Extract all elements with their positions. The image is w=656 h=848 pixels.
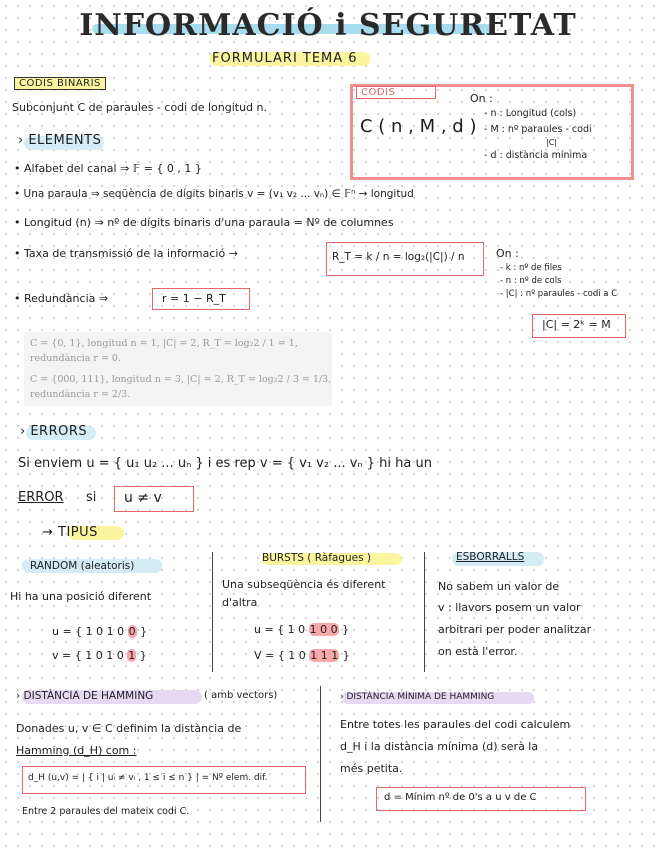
bursts-v-word	[254, 649, 350, 662]
bursts-u-word	[254, 623, 349, 636]
example-1-line1: C = {0, 1}, longitud n = 1, |C| = 2, R_T = log₂2 / 1 = 1,	[30, 338, 298, 349]
codis-box-label: CODIS	[356, 86, 436, 99]
bursts-text2: d'altra	[222, 596, 258, 609]
error-condition: u ≠ v	[124, 490, 162, 506]
on-notes-label: On :	[496, 247, 519, 260]
random-u-diff: 0	[128, 625, 136, 638]
random-v-prefix: v = { 1 0 1 0	[52, 649, 128, 662]
min-hamming-line3: més petita.	[340, 762, 403, 775]
min-hamming-line2: d_H i la distància mínima (d) serà la	[340, 740, 539, 753]
divider-bursts-esborralls	[424, 552, 425, 672]
esborralls-line2: v : llavors posem un valor	[438, 601, 581, 614]
page-subtitle: FORMULARI TEMA 6	[212, 51, 358, 66]
tipus-heading: → TIPUS	[42, 525, 98, 540]
codis-binaris-definition: Subconjunt C de paraules - codi de longitud n.	[12, 101, 267, 114]
divider-hamming	[320, 686, 321, 822]
example-2-line2: redundància r = 2/3.	[30, 389, 131, 400]
min-hamming-line1: Entre totes les paraules del codi calculem	[340, 718, 571, 731]
min-hamming-heading: › DISTÀNCIA MÍNIMA DE HAMMING	[340, 692, 495, 702]
bursts-text1: Una subseqüència és diferent	[222, 578, 386, 591]
on-note-n: - n : nº de cols	[500, 276, 562, 286]
bursts-v-suffix: }	[339, 649, 350, 662]
example-2-line1: C = {000, 111}, longitud n = 3, |C| = 2, R_T = log₂2 / 3 = 1/3,	[30, 374, 332, 385]
random-v-diff: 1	[128, 649, 136, 662]
codis-binaris-label: CODIS BINARIS	[14, 77, 106, 90]
random-u-word	[52, 625, 147, 638]
hamming-heading: › DISTÀNCIA DE HAMMING	[16, 690, 154, 702]
random-v-word	[52, 649, 147, 662]
element-taxa: • Taxa de transmissió de la informació →	[14, 247, 238, 260]
divider-random-bursts	[212, 552, 213, 672]
esborralls-line4: on està l'error.	[438, 645, 518, 658]
codis-item-c-card: |C|	[546, 138, 557, 147]
min-hamming-formula: d = Mínim nº de 0's a u v de C	[384, 792, 537, 803]
random-text: Hi ha una posició diferent	[10, 590, 152, 603]
codis-item-d: - d : distància mínima	[484, 150, 588, 161]
random-u-prefix: u = { 1 0 1 0	[52, 625, 128, 638]
card-formula: |C| = 2ᵏ = M	[542, 318, 611, 331]
esborralls-title: ESBORRALLS	[456, 551, 525, 563]
bursts-v-prefix: V = { 1 0	[254, 649, 310, 662]
codis-item-n: - n : Longitud (cols)	[484, 108, 577, 119]
elements-heading: › ELEMENTS	[18, 133, 102, 148]
errors-si: si	[86, 490, 97, 505]
bursts-v-diff: 1 1 1	[310, 649, 339, 662]
hamming-line1: Donades u, v ∈ C definim la distància de	[16, 722, 242, 735]
page-title: INFORMACIÓ i SEGURETAT	[79, 8, 577, 43]
redundancia-formula: r = 1 − R_T	[162, 292, 226, 305]
element-alfabet: • Alfabet del canal ⇒ 𝔽 = { 0 , 1 }	[14, 162, 202, 175]
hamming-heading-note: ( amb vectors)	[204, 690, 278, 701]
bursts-u-diff: 1 0 0	[309, 623, 338, 636]
random-v-suffix: }	[136, 649, 147, 662]
esborralls-line3: arbitrari per poder analitzar	[438, 623, 592, 636]
element-paraula: • Una paraula ⇒ seqüència de dígits binaris v = (v₁ v₂ ... vₙ) ∈ 𝔽ⁿ → longitud	[14, 188, 414, 200]
hamming-formula: d_H (u,v) = | { i | uᵢ ≠ vᵢ , 1 ≤ i ≤ n } | = Nº elem. dif.	[28, 773, 268, 783]
codis-formula: C ( n , M , d )	[360, 116, 477, 137]
element-redundancia: • Redundància ⇒	[14, 292, 109, 305]
codis-item-m: - M : nº paraules - codi	[484, 124, 592, 135]
hamming-line2: Hamming (d_H) com :	[16, 744, 137, 757]
taxa-formula: R_T = k / n = log₂(|C|) / n	[332, 251, 465, 263]
error-word: ERROR	[18, 490, 64, 505]
on-note-k: - k : nº de files	[500, 263, 562, 273]
example-1-line2: redundància r = 0.	[30, 353, 121, 364]
codis-on-label: On :	[470, 92, 493, 105]
hamming-note: Entre 2 paraules del mateix codi C.	[22, 806, 190, 817]
bursts-title: BURSTS ( Ràfagues )	[262, 552, 372, 564]
esborralls-line1: No sabem un valor de	[438, 580, 560, 593]
bursts-u-prefix: u = { 1 0	[254, 623, 309, 636]
bursts-u-suffix: }	[338, 623, 350, 636]
random-title: RANDOM (aleatoris)	[30, 560, 135, 572]
errors-heading: › ERRORS	[20, 424, 88, 439]
element-longitud: • Longitud (n) ⇒ nº de dígits binaris d'una paraula = Nº de columnes	[14, 216, 394, 229]
errors-sentence: Si enviem u = { u₁ u₂ ... uₙ } i es rep v = { v₁ v₂ ... vₙ } hi ha un	[18, 456, 432, 471]
on-note-c: - |C| : nº paraules - codi a C	[500, 289, 618, 299]
random-u-suffix: }	[136, 625, 148, 638]
